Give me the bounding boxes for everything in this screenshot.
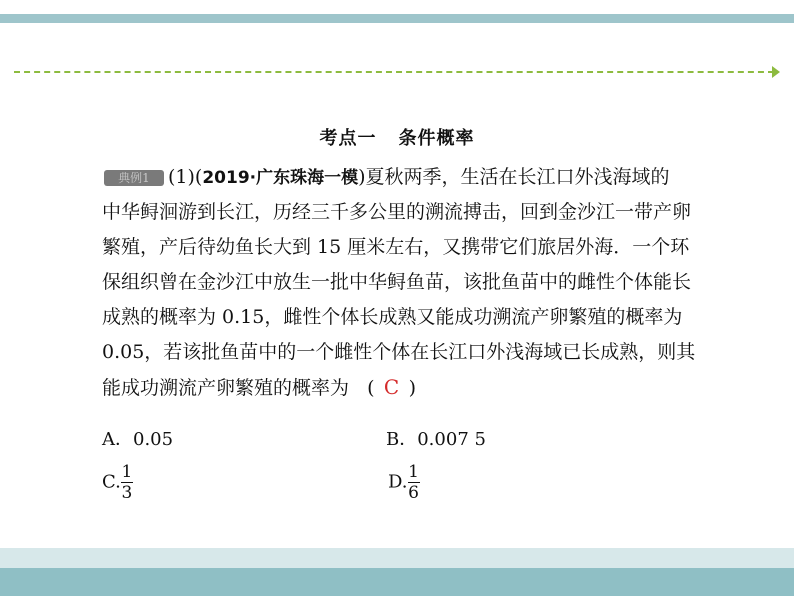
example-badge: 典例1 (104, 170, 164, 186)
option-a-value: 0.05 (133, 429, 174, 450)
answer-paren-open: ( (367, 377, 375, 399)
question-line-1 (102, 160, 727, 195)
option-d (388, 463, 420, 502)
question-line-2: 中华鲟洄游到长江，历经三千多公里的溯流搏击，回到金沙江一带产卵 (102, 201, 692, 223)
question-line-4: 保组织曾在金沙江中放生一批中华鲟鱼苗，该批鱼苗中的雌性个体能长 (102, 271, 692, 293)
option-d-numerator: 1 (408, 462, 419, 482)
answer-choice: C (383, 375, 400, 399)
option-d-label: D. (388, 471, 408, 493)
option-c (102, 463, 133, 502)
option-b (386, 425, 486, 451)
question-source: 2019·广东珠海一模 (202, 168, 359, 188)
option-b-label: B． (386, 429, 418, 450)
option-c-fraction (121, 463, 133, 502)
question-body (102, 160, 727, 405)
option-c-numerator: 1 (121, 462, 133, 482)
dashed-divider (14, 71, 774, 73)
option-b-value: 0.007 5 (417, 429, 486, 450)
option-a-label: A． (102, 429, 133, 450)
question-number: (1)( (168, 166, 203, 188)
option-d-fraction (408, 463, 420, 502)
heading-topic-number: 考点一 (319, 128, 377, 149)
question-line-3: 繁殖，产后待幼鱼长大到 15 厘米左右，又携带它们旅居外海．一个环 (102, 236, 690, 258)
question-line-1-text: )夏秋两季，生活在长江口外浅海域的 (358, 166, 670, 188)
top-banner-bar (0, 14, 794, 23)
divider-arrow-icon (772, 66, 780, 78)
option-c-denominator: 3 (121, 483, 133, 503)
answer-paren-close: ) (408, 377, 416, 399)
option-c-label: C. (102, 471, 121, 493)
heading-topic-title: 条件概率 (398, 128, 475, 149)
option-a (102, 425, 173, 451)
option-d-denominator: 6 (408, 483, 419, 503)
footer-band-light (0, 548, 794, 568)
question-line-6: 0.05，若该批鱼苗中的一个雌性个体在长江口外浅海域已长成熟，则其 (102, 341, 696, 363)
footer-band-dark (0, 568, 794, 596)
question-line-5: 成熟的概率为 0.15，雌性个体长成熟又能成功溯流产卵繁殖的概率为 (102, 306, 683, 328)
question-line-7 (102, 370, 727, 405)
section-heading (0, 124, 794, 150)
question-line-7-text: 能成功溯流产卵繁殖的概率为 (102, 377, 350, 399)
